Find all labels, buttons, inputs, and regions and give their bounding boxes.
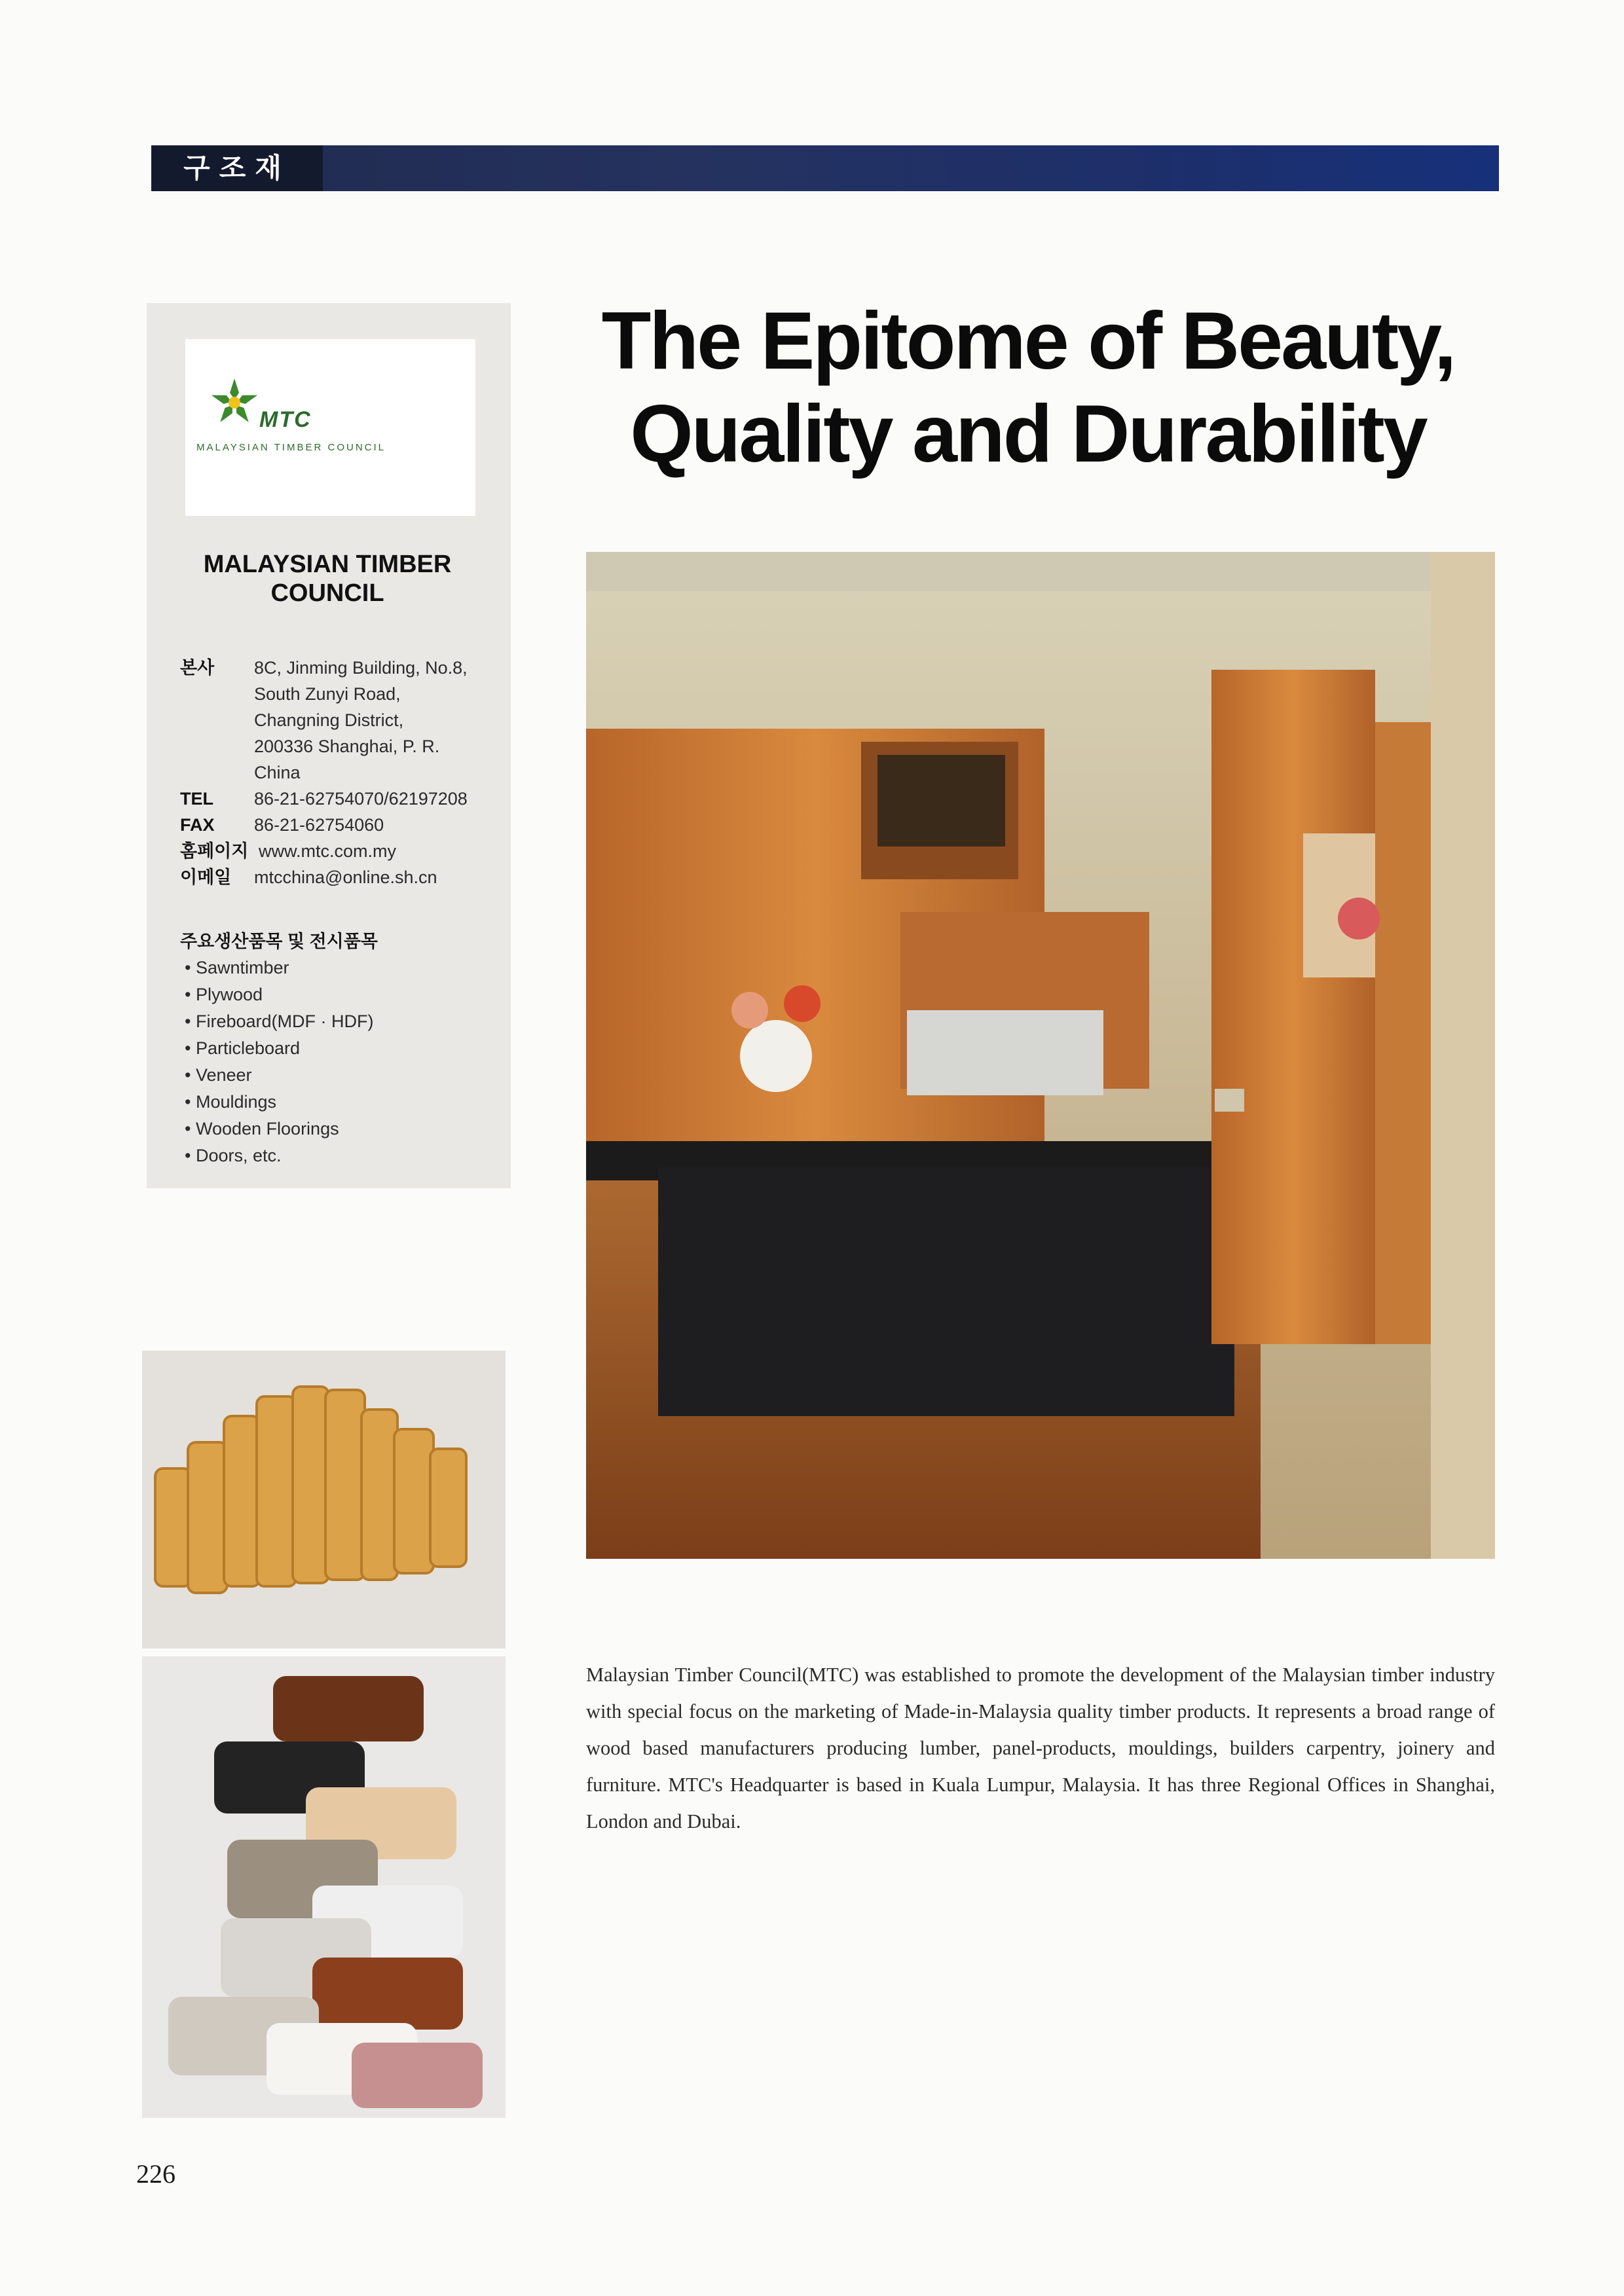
list-item: • Plywood <box>185 981 373 1008</box>
email-link[interactable]: mtcchina@online.sh.cn <box>254 867 437 887</box>
list-item: • Particleboard <box>185 1035 373 1062</box>
section-header-bar <box>151 145 1499 191</box>
website-label: 홈페이지 <box>180 841 249 861</box>
website-link[interactable]: www.mtc.com.my <box>259 841 397 861</box>
boards-photo <box>142 1656 506 2118</box>
list-item: • Fireboard(MDF · HDF) <box>185 1008 373 1035</box>
products-heading: 주요생산품목 및 전시품목 <box>180 932 378 951</box>
list-item: • Veneer <box>185 1062 373 1089</box>
list-item: • Sawntimber <box>185 955 373 981</box>
list-item: • Doors, etc. <box>185 1142 373 1169</box>
address-label: 본사 <box>180 658 215 678</box>
mtc-logo-icon <box>205 373 264 432</box>
email-label: 이메일 <box>180 867 232 887</box>
body-text: Malaysian Timber Council(MTC) was established to promote the development of the Malaysian timber industry with special focus on the marketing of Made-in-Malaysia quality timber products. It represents a broad range of wood based manufacturers producing lumber, panel-products, mouldings, builders carpentry, joinery and furniture. MTC's Headquarter is based in Kuala Lumpur, Malaysia. It has three Regional Offices in Shanghai, London and Dubai. <box>586 1664 1495 1832</box>
list-item: • Mouldings <box>185 1089 373 1116</box>
fax-label: FAX <box>180 815 215 835</box>
page-number: 226 <box>136 2159 175 2189</box>
product-list <box>185 955 373 1169</box>
address-line: China <box>254 763 301 782</box>
page-title: The Epitome of Beauty, Quality and Durability <box>601 296 1455 479</box>
address-line: Changning District, <box>254 710 404 730</box>
logo-name: MALAYSIAN TIMBER COUNCIL <box>196 442 386 453</box>
mouldings-photo <box>142 1351 506 1649</box>
logo-abbreviation: MTC <box>259 407 312 432</box>
address-line: 200336 Shanghai, P. R. <box>254 737 440 756</box>
organization-title: MALAYSIAN TIMBER COUNCIL <box>203 551 452 607</box>
section-label: 구조재 <box>183 153 291 183</box>
kitchen-photo <box>586 552 1495 1559</box>
tel-label: TEL <box>180 789 213 809</box>
fax-value: 86-21-62754060 <box>254 815 384 835</box>
list-item: • Wooden Floorings <box>185 1116 373 1142</box>
address-line: South Zunyi Road, <box>254 684 401 704</box>
address-line: 8C, Jinming Building, No.8, <box>254 658 468 678</box>
tel-value: 86-21-62754070/62197208 <box>254 789 468 809</box>
